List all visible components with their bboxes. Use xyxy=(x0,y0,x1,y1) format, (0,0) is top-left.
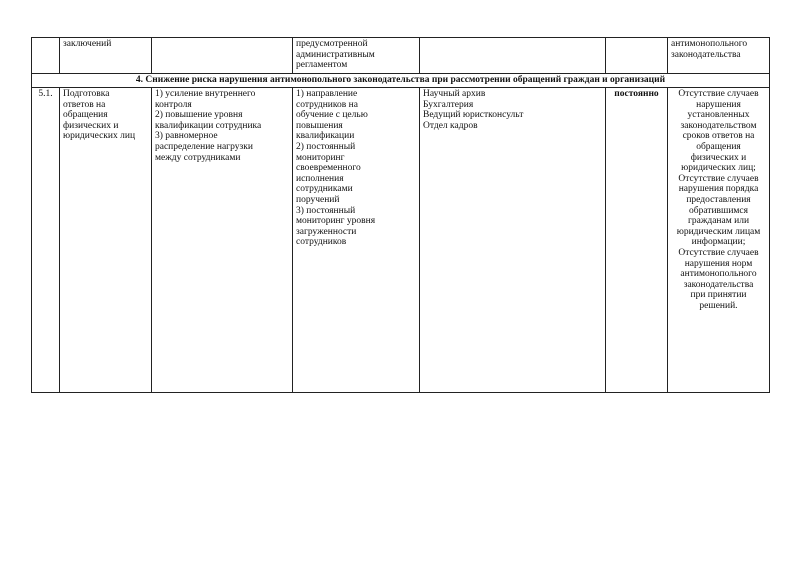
continued-row xyxy=(32,38,770,74)
cell-term-empty xyxy=(606,38,668,74)
item-responsible: Научный архив Бухгалтерия Ведущий юристконсульт Отдел кадров xyxy=(420,88,606,393)
item-term: постоянно xyxy=(606,88,668,393)
table-row xyxy=(32,88,770,393)
cell-number-empty xyxy=(32,38,60,74)
item-risks: 1) усиление внутреннего контроля 2) повышение уровня квалификации сотрудника 3) равномерное распределение нагрузки между сотрудниками xyxy=(152,88,293,393)
cell-name-continued: заключений xyxy=(60,38,152,74)
cell-responsible-empty xyxy=(420,38,606,74)
item-measures: 1) направление сотрудников на обучение с целью повышения квалификации 2) постоянный мониторинг своевременного исполнения сотрудниками поручений 3) постоянный мониторинг уровня загруженности сотрудников xyxy=(293,88,420,393)
cell-measures-continued: предусмотренной административным регламентом xyxy=(293,38,420,74)
item-name: Подготовка ответов на обращения физических и юридических лиц xyxy=(60,88,152,393)
item-number: 5.1. xyxy=(32,88,60,393)
measures-table xyxy=(31,37,770,393)
cell-indicator-continued: антимонопольного законодательства xyxy=(668,38,770,74)
cell-risks-empty xyxy=(152,38,293,74)
section-header-row xyxy=(32,74,770,88)
item-indicator: Отсутствие случаев нарушения установленных законодательством сроков ответов на обращения физических и юридических лиц; Отсутствие случаев нарушения порядка предоставления обратившимся гражданам или юридическим лицам информации; Отсутствие случаев нарушения норм антимонопольного законодательства при принятии решений. xyxy=(668,88,770,393)
section-header: 4. Снижение риска нарушения антимонопольного законодательства при рассмотрении обращений граждан и организаций xyxy=(32,74,770,88)
